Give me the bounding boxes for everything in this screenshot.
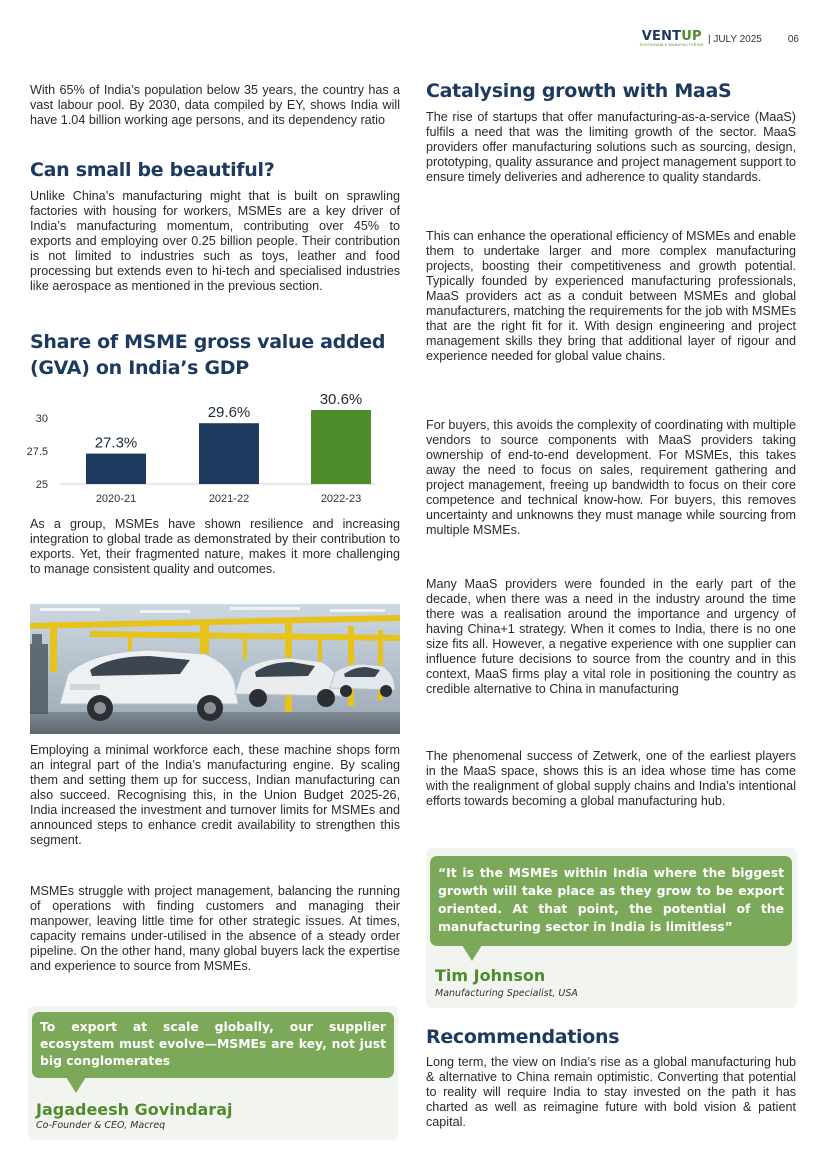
struggle-paragraph: MSMEs struggle with project management, balancing the running of operations with finding customers and managing their manpower, leaving little time for other strategic issues. At times, capacity remains under-utilised in the absence of a steady order pipeline. On the other hand, many global buyers lack the expertise and experience to source from MSMEs.	[30, 884, 400, 973]
quote-author-role: Co-Founder & CEO, Macreq	[36, 1120, 166, 1131]
bar-2021-22	[199, 423, 259, 484]
after-chart-paragraph: As a group, MSMEs have shown resilience and increasing integration to global trade as demonstrated by their contribution to exports. Yet, their fragmented nature, makes it more challenging to manage consistent quality and outcomes.	[30, 517, 400, 576]
bar-value-label: 29.6%	[207, 404, 251, 422]
logo-prefix: VENT	[641, 29, 682, 44]
issue-date: | JULY 2025	[707, 33, 762, 45]
x-tick-label: 2020-21	[95, 493, 137, 505]
zetwerk-paragraph: The phenomenal success of Zetwerk, one of the earliest players in the MaaS space, shows this is an idea whose time has come with the realignment of global supply chains and India’s intentional efforts towards becoming a global manufacturing hub.	[426, 749, 796, 808]
maas-heading: Catalysing growth with MaaS	[426, 80, 732, 102]
left-intro-paragraph: With 65% of India’s population below 35 years, the country has a vast labour pool. By 2030, data compiled by EY, shows India will have 1.04 billion working age persons, and its dependency ratio	[30, 83, 400, 127]
maas-paragraph-3: For buyers, this avoids the complexity of coordinating with multiple vendors to source components with MaaS providers taking ownership of end-to-end development. For MSMEs, this takes away the need to focus on sales, requirement gathering and project management, freeing up bandwidth to focus on their core competence and technical know-how. For buyers, this removes uncertainty and unknowns they must manage while sourcing from multiple MSMEs.	[426, 418, 796, 537]
chart-title-line-1: Share of MSME gross value added	[30, 331, 386, 353]
x-tick-label: 2022-23	[320, 493, 362, 505]
bar-value-label: 27.3%	[94, 434, 138, 452]
quote-bubble-tail	[66, 1077, 86, 1093]
can-small-body-paragraph: Unlike China’s manufacturing might that is built on sprawling factories with housing for workers, MSMEs are a key driver of India’s manufacturing momentum, contributing over 45% to exports and employing over 0.25 billion people. Their contribution is not limited to industries such as toys, leather and food processing but extends even to hi-tech and specialised industries like aerospace as mentioned in the previous section.	[30, 189, 400, 293]
page-number: 06	[787, 33, 799, 45]
y-tick-label: 27.5	[26, 445, 48, 458]
bar-value-label: 30.6%	[319, 391, 363, 408]
bar-2020-21	[86, 454, 146, 484]
maas-paragraph-2: This can enhance the operational efficiency of MSMEs and enable them to undertake larger and more complex manufacturing projects, boosting their competitiveness and growth potential. Typically founded by experienced manufacturing professionals, MaaS providers act as a conduit between MSMEs and global manufacturers, matching the requirements for the job with MSMEs that are the right fit for it. With design engineering and project management skills they bring that additional layer of rigour and experience needed for global value chains.	[426, 229, 796, 363]
page-header	[640, 27, 799, 51]
quote-author-role: Manufacturing Specialist, USA	[435, 988, 578, 999]
y-tick-label: 30	[35, 412, 48, 425]
quote-bubble-tail	[462, 945, 482, 961]
recommendations-paragraph: Long term, the view on India’s rise as a global manufacturing hub & alternative to China remain optimistic. Converting that potential to reality will require India to stay invested on the path it has charted as well as reimagine future with bold vision & patient capital.	[426, 1055, 796, 1129]
chart-title	[30, 329, 400, 381]
car-assembly-line-photo	[30, 604, 400, 734]
quote-author-name: Jagadeesh Govindaraj	[36, 1100, 233, 1119]
maas-paragraph-4: Many MaaS providers were founded in the early part of the decade, when there was a need in the industry around the time there was a realisation around the importance and urgency of having China+1 strategy. When it comes to India, there is no one size fits all. However, a negative experience with one supplier can influence future decisions to source from the country and in this context, MaaS firms play a vital role in positioning the country as credible alternative to China in manufacturing	[426, 577, 796, 696]
maas-paragraph-1: The rise of startups that offer manufacturing-as-a-service (MaaS) fulfils a need that was the limiting growth of the sector. MaaS providers offer manufacturing solutions such as sourcing, design, prototyping, quality assurance and project management support to ensure timely deliveries and adherence to quality standards.	[426, 110, 796, 184]
logo-tagline: SUSTAINABLE MANUFACTURING	[639, 43, 704, 47]
quote-text-johnson: “It is the MSMEs within India where the biggest growth will take place as they grow to be export oriented. At that point, the potential of the manufacturing sector in India is limitless”	[430, 856, 792, 946]
can-small-be-beautiful-heading: Can small be beautiful?	[30, 159, 275, 181]
bar-2022-23	[311, 410, 371, 484]
recommendations-heading: Recommendations	[426, 1026, 620, 1048]
quote-text-govindaraj: To export at scale globally, our supplier ecosystem must evolve—MSMEs are key, not just big conglomerates	[32, 1012, 394, 1078]
venttup-logo	[640, 30, 704, 48]
quote-author-name: Tim Johnson	[435, 966, 546, 985]
y-tick-label: 25	[35, 479, 48, 491]
workforce-paragraph: Employing a minimal workforce each, these machine shops form an integral part of the India’s manufacturing engine. By scaling them and setting them up for success, Indian manufacturing can also succeed. Recognising this, in the Union Budget 2025-26, India increased the investment and turnover limits for MSMEs and announced steps to enhance credit availability to strengthen this segment.	[30, 743, 400, 847]
x-tick-label: 2021-22	[208, 493, 250, 505]
quote-card-govindaraj	[28, 1006, 398, 1140]
chart-title-line-2: (GVA) on India’s GDP	[30, 357, 249, 379]
msme-gva-bar-chart	[26, 385, 400, 510]
logo-suffix: UP	[681, 29, 702, 44]
quote-card-johnson	[426, 848, 797, 1008]
